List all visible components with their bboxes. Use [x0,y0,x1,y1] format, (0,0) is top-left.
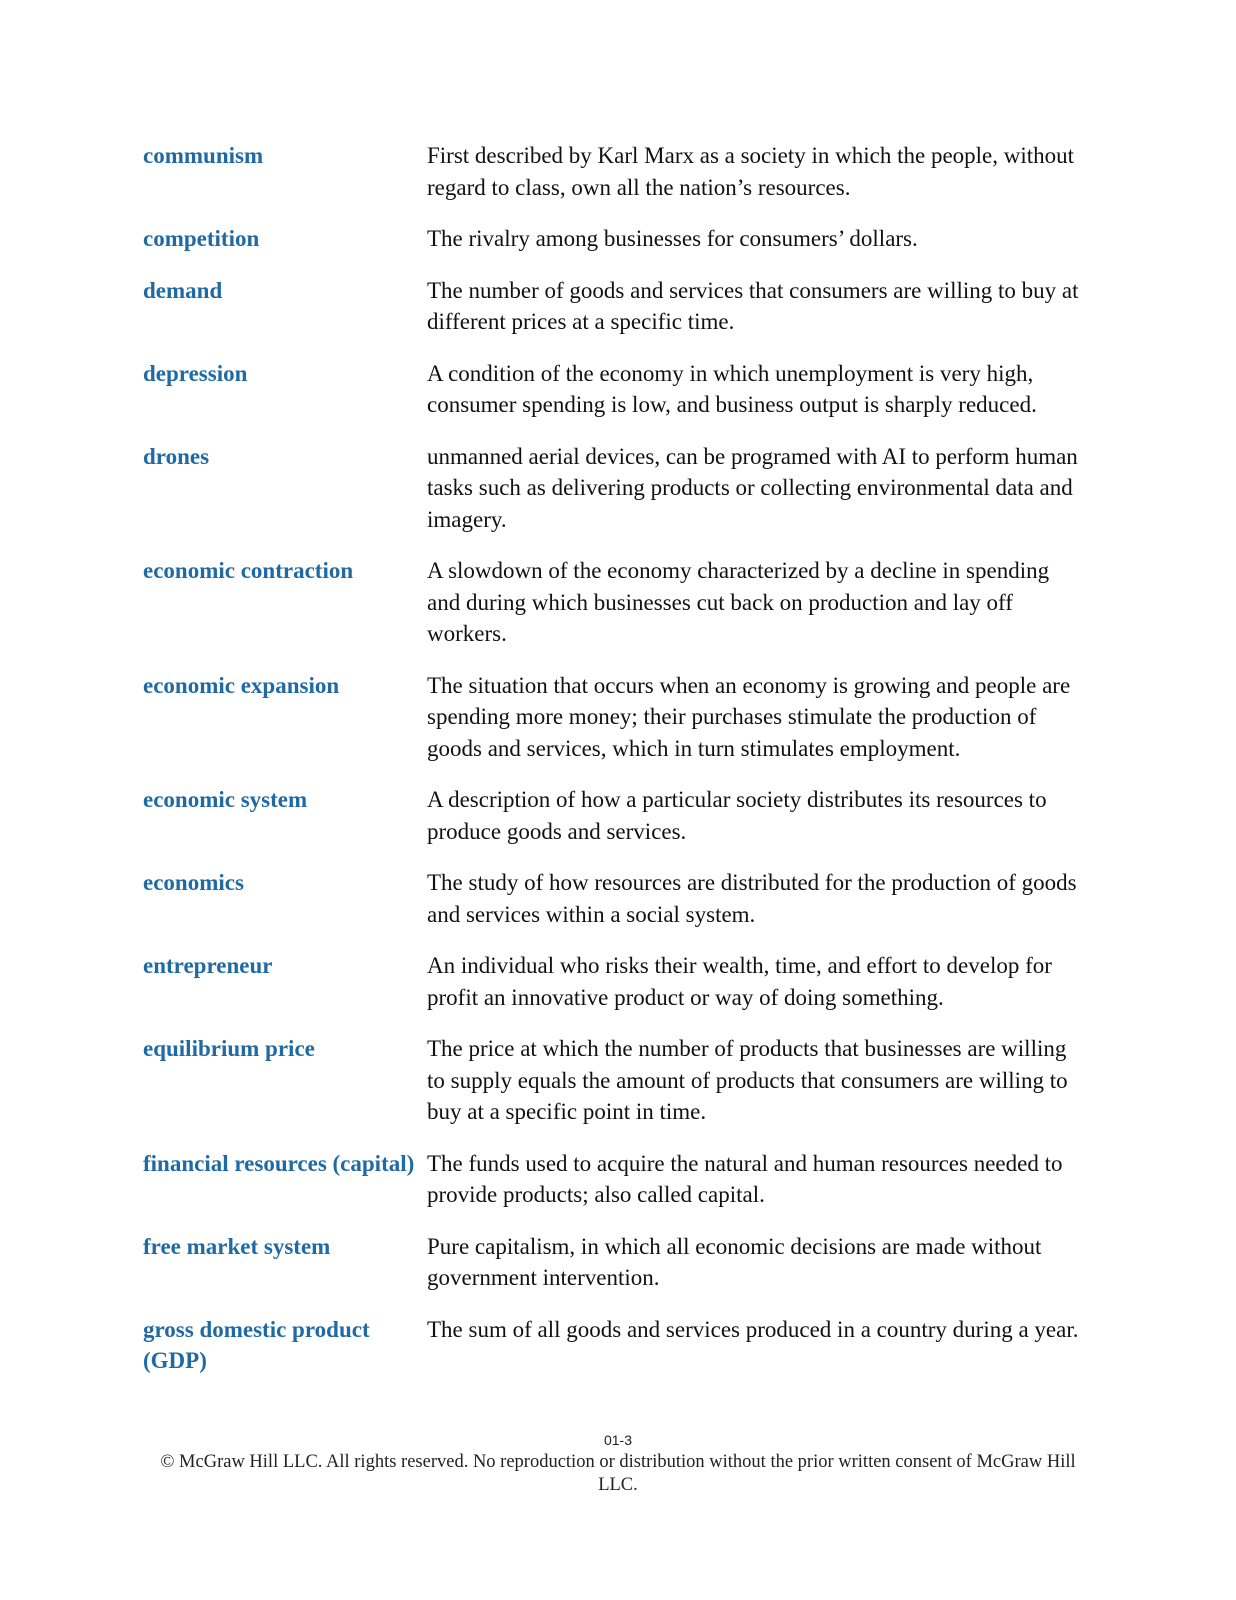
page-number: 01-3 [603,1432,633,1448]
glossary-entry [143,1148,1083,1211]
glossary-definition: The study of how resources are distributed for the production of goods and services within a social system. [427,870,1077,927]
glossary-entry [143,950,1083,1013]
glossary-term: financial resources (capital) [143,1150,415,1176]
glossary-term: economic expansion [143,672,340,698]
glossary-term: economic contraction [143,558,354,583]
glossary-definition: An individual who risks their wealth, time, and effort to develop for profit an innovative product or way of doing something. [427,953,1052,1010]
glossary-definition: The situation that occurs when an economy is growing and people are spending more money; their purchases stimulate the production of goods and services, which in turn stimulates employment. [427,672,1071,761]
glossary-term: drones [143,443,210,469]
glossary-entry [143,555,1083,650]
glossary-term: communism [143,143,264,168]
glossary-entry [143,1314,1083,1377]
glossary-definition: A condition of the economy in which unemployment is very high, consumer spending is low, and business output is sharply reduced. [427,360,1037,417]
page-footer [0,1431,1236,1497]
glossary-entry [143,140,1083,203]
glossary-term: depression [143,360,248,386]
glossary-entry [143,1231,1083,1294]
glossary-term: demand [143,277,223,303]
glossary-entry [143,223,1083,255]
glossary-entry [143,670,1083,765]
glossary-term: free market system [143,1233,331,1259]
glossary-list [143,140,1083,1397]
glossary-definition: The price at which the number of products that businesses are willing to supply equals the amount of products that consumers are willing to buy at a specific point in time. [427,1036,1068,1124]
glossary-definition: A slowdown of the economy characterized by a decline in spending and during which businesses cut back on production and lay off workers. [427,558,1050,646]
glossary-entry [143,867,1083,930]
glossary-definition: Pure capitalism, in which all economic decisions are made without government intervention. [427,1233,1042,1290]
glossary-entry [143,1033,1083,1128]
glossary-term: competition [143,226,260,251]
glossary-entry [143,784,1083,847]
glossary-definition: A description of how a particular society distributes its resources to produce goods and services. [427,787,1047,844]
glossary-entry [143,275,1083,338]
copyright-notice: © McGraw Hill LLC. All rights reserved. No reproduction or distribution without the prior written consent of McGraw Hill LLC. [160,1452,1076,1495]
glossary-definition: The rivalry among businesses for consumers’ dollars. [427,226,918,251]
glossary-definition: The funds used to acquire the natural and human resources needed to provide products; also called capital. [427,1150,1063,1207]
glossary-term: economic system [143,787,308,812]
glossary-definition: unmanned aerial devices, can be programed with AI to perform human tasks such as delivering products or collecting environmental data and imagery. [427,443,1078,532]
glossary-term: economics [143,870,244,895]
glossary-term: gross domestic product (GDP) [143,1316,370,1373]
glossary-definition: First described by Karl Marx as a society in which the people, without regard to class, own all the nation’s resources. [427,143,1075,200]
glossary-definition: The sum of all goods and services produced in a country during a year. [427,1316,1079,1342]
glossary-definition: The number of goods and services that consumers are willing to buy at different prices at a specific time. [427,277,1079,334]
glossary-term: equilibrium price [143,1036,315,1061]
glossary-entry [143,441,1083,536]
glossary-entry [143,358,1083,421]
glossary-term: entrepreneur [143,953,273,978]
